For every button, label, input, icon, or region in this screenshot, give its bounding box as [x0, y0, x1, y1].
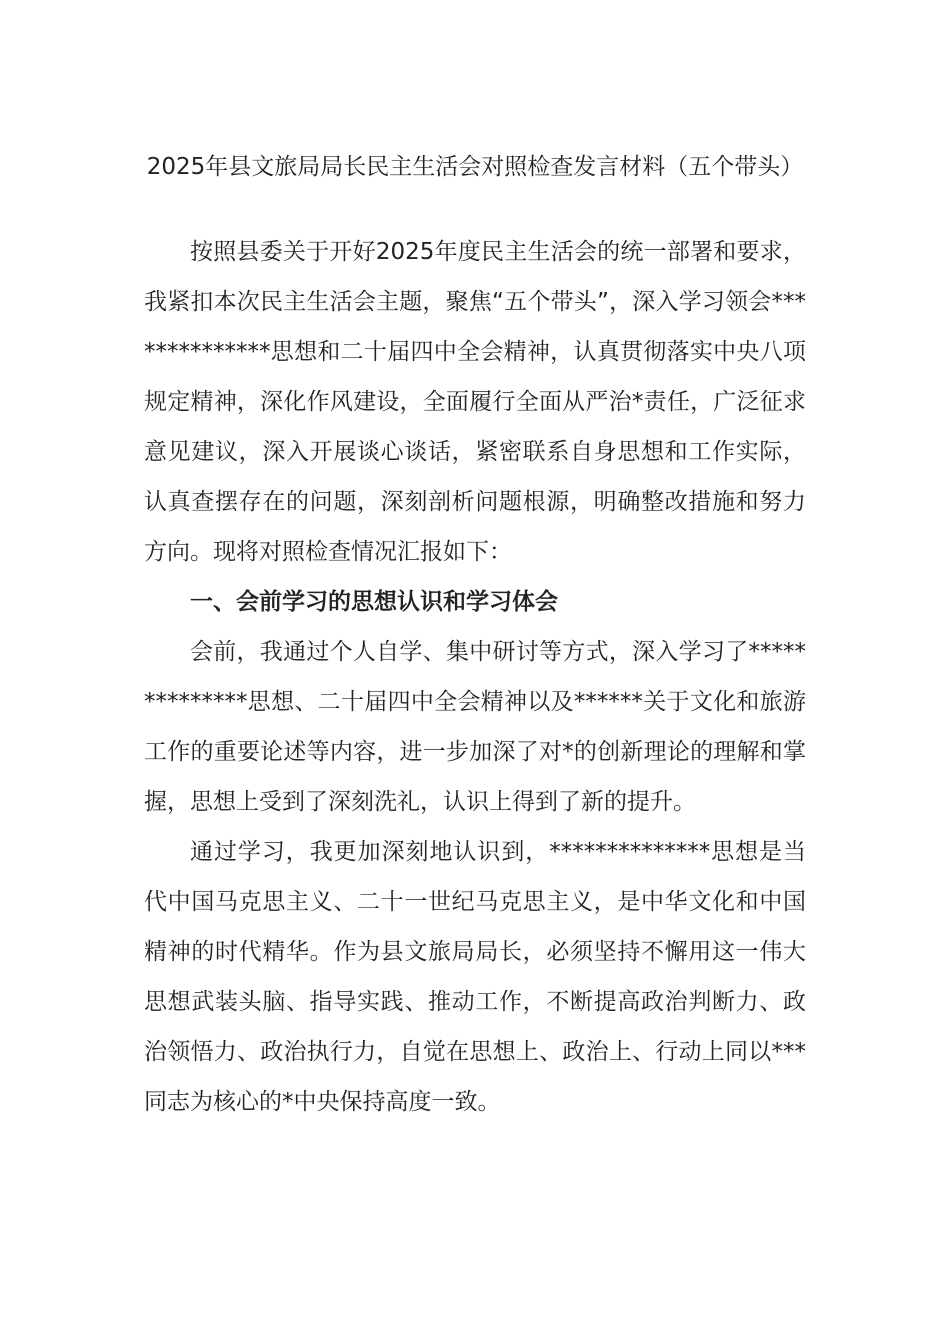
study-paragraph: 会前，我通过个人自学、集中研讨等方式，深入学习了**************思想、二十届四中全会精神以及******关于文化和旅游工作的重要论述等内容，进一步加深了对*的创新理论的理解和掌握，思想上受到了深刻洗礼，认识上得到了新的提升。: [144, 639, 806, 815]
understanding-paragraph: 通过学习，我更加深刻地认识到，**************思想是当代中国马克思主义、二十一世纪马克思主义，是中华文化和中国精神的时代精华。作为县文旅局局长，必须坚持不懈用这一伟大思想武装头脑、指导实践、推动工作，不断提高政治判断力、政治领悟力、政治执行力，自觉在思想上、政治上、行动上同以***同志为核心的*中央保持高度一致。: [144, 839, 806, 1115]
intro-paragraph: 按照县委关于开好2025年度民主生活会的统一部署和要求，我紧扣本次民主生活会主题，聚焦“五个带头”，深入学习领会**************思想和二十届四中全会精神，认真贯彻落实中央八项规定精神，深化作风建设，全面履行全面从严治*责任，广泛征求意见建议，深入开展谈心谈话，紧密联系自身思想和工作实际，认真查摆存在的问题，深刻剖析问题根源，明确整改措施和努力方向。现将对照检查情况汇报如下：: [144, 239, 806, 565]
document-title: 2025年县文旅局局长民主生活会对照检查发言材料（五个带头）: [146, 154, 804, 180]
section-heading: 一、会前学习的思想认识和学习体会: [190, 589, 558, 615]
document-body: [144, 227, 806, 1127]
